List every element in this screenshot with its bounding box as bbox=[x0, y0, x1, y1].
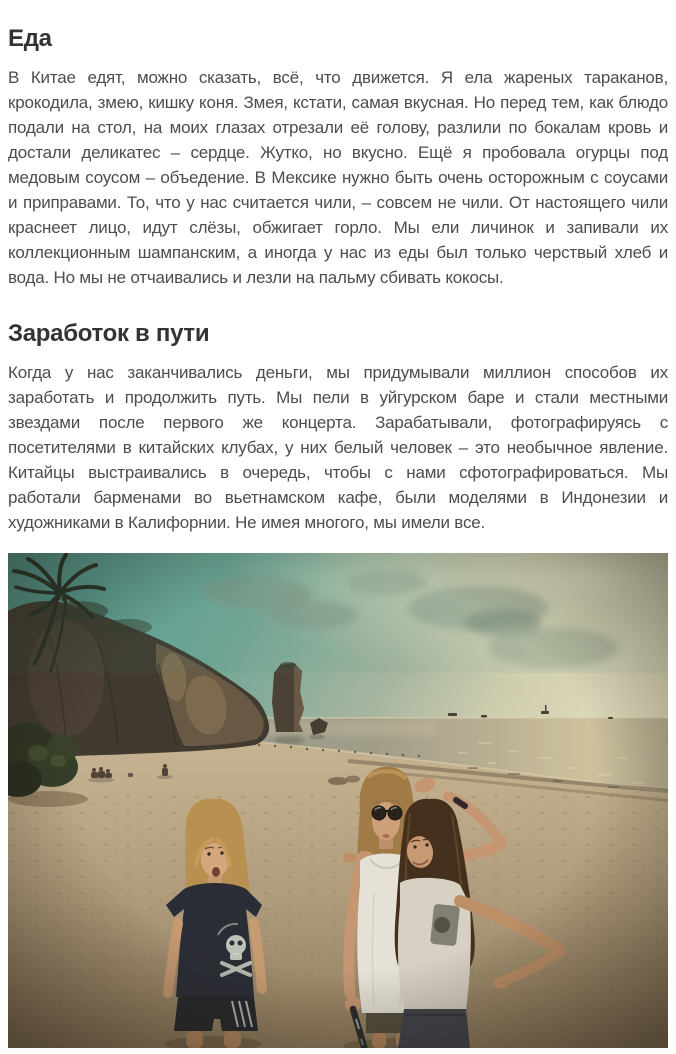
section-heading-food: Еда bbox=[8, 25, 52, 52]
vignette bbox=[8, 553, 668, 1048]
section-food bbox=[8, 26, 668, 290]
section-heading-earnings: Заработок в пути bbox=[8, 320, 210, 347]
beach-photo bbox=[8, 553, 668, 1048]
section-earnings bbox=[8, 321, 668, 535]
section-paragraph-food: В Китае едят, можно сказать, всё, что движется. Я ела жареных тараканов, крокодила, змею, кишку коня. Змея, кстати, самая вкусная. Но перед тем, как блюдо подали на стол, на моих глазах отрезали её голову, разлили по бокалам кровь и достали деликатес – сердце. Жутко, но вкусно. Ещё я пробовала огурцы под медовым соусом – объедение. В Мексике нужно быть очень осторожным с соусами и приправами. То, что у нас считается чили, – совсем не чили. От настоящего чили краснеет лицо, идут слёзы, обжигает горло. Мы ели личинок и запивали их коллекционным шампанским, а иногда у нас из еды был только черствый хлеб и вода. Но мы не отчаивались и лезли на пальму сбивать кокосы. bbox=[8, 68, 668, 287]
section-paragraph-earnings: Когда у нас заканчивались деньги, мы придумывали миллион способов их заработать и продолжить путь. Мы пели в уйгурском баре и стали местными звездами после первого же концерта. Зарабатывали, фотографируясь с посетителями в китайских клубах, у них белый человек – это необычное явление. Китайцы выстраивались в очередь, чтобы с нами сфотографироваться. Мы работали барменами во вьетнамском кафе, были моделями в Индонезии и художниками в Калифорнии. Не имея многого, мы имели все. bbox=[8, 363, 668, 532]
